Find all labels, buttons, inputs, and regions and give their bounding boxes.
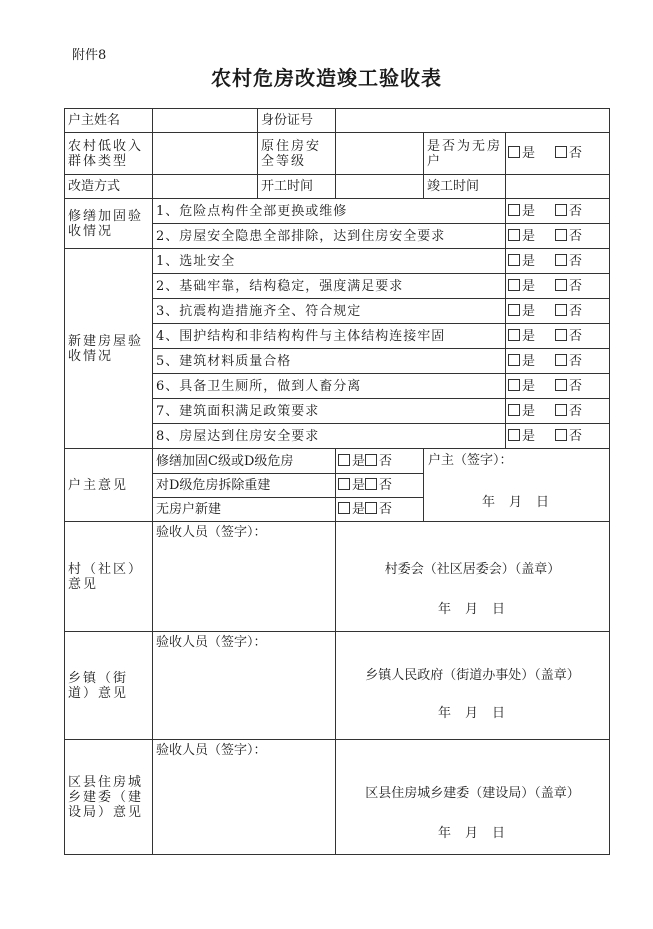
checkbox[interactable] xyxy=(508,204,520,216)
repair-item-choice: 是 否 xyxy=(506,199,610,224)
attachment-label: 附件8 xyxy=(72,48,107,63)
newbuild-item-choice: 是 否 xyxy=(506,399,610,424)
village-stamp-label: 村委会（社区居委会）（盖章） xyxy=(384,562,561,577)
checkbox[interactable] xyxy=(555,379,567,391)
owner-signature-label: 户主（签字）： xyxy=(428,453,513,468)
checkbox[interactable] xyxy=(508,229,520,241)
newbuild-item: 7、建筑面积满足政策要求 xyxy=(153,399,506,424)
village-date: 年 月 日 xyxy=(437,602,508,617)
checkbox[interactable] xyxy=(508,329,520,341)
checkbox[interactable] xyxy=(555,254,567,266)
checkbox[interactable] xyxy=(555,146,567,158)
newbuild-item-choice: 是 否 xyxy=(506,374,610,399)
checkbox[interactable] xyxy=(365,502,377,514)
id-number-field[interactable] xyxy=(336,109,610,133)
checkbox[interactable] xyxy=(365,454,377,466)
newbuild-item: 1、选址安全 xyxy=(153,249,506,274)
township-opinion-label: 乡镇（街道）意见 xyxy=(65,632,153,740)
township-stamp-cell[interactable] xyxy=(336,632,610,740)
owner-date: 年 月 日 xyxy=(481,495,552,510)
township-date: 年 月 日 xyxy=(437,706,508,721)
district-stamp-label: 区县住房城乡建委（建设局）（盖章） xyxy=(365,786,580,801)
checkbox[interactable] xyxy=(555,429,567,441)
newbuild-item: 8、房屋达到住房安全要求 xyxy=(153,424,506,449)
checkbox[interactable] xyxy=(508,146,520,158)
low-income-type-label: 农村低收入群体类型 xyxy=(65,133,153,175)
repair-section-label: 修缮加固验收情况 xyxy=(65,199,153,249)
checkbox[interactable] xyxy=(508,404,520,416)
owner-option-choice: 是 否 xyxy=(336,498,424,522)
newbuild-item-choice: 是 否 xyxy=(506,349,610,374)
owner-signature-cell[interactable] xyxy=(424,449,610,522)
owner-option: 修缮加固C级或D级危房 xyxy=(153,449,336,474)
checkbox[interactable] xyxy=(508,254,520,266)
checkbox[interactable] xyxy=(508,279,520,291)
repair-item: 2、房屋安全隐患全部排除，达到住房安全要求 xyxy=(153,224,506,249)
checkbox[interactable] xyxy=(555,304,567,316)
method-field[interactable] xyxy=(153,175,258,199)
checkbox[interactable] xyxy=(338,502,350,514)
checkbox[interactable] xyxy=(338,454,350,466)
no-house-label: 是否为无房户 xyxy=(424,133,506,175)
newbuild-item-choice: 是 否 xyxy=(506,424,610,449)
district-opinion-label: 区县住房城乡建委（建设局）意见 xyxy=(65,740,153,855)
owner-option: 对D级危房拆除重建 xyxy=(153,474,336,498)
end-time-field[interactable] xyxy=(506,175,610,199)
newbuild-item: 5、建筑材料质量合格 xyxy=(153,349,506,374)
district-stamp-cell[interactable] xyxy=(336,740,610,855)
checkbox[interactable] xyxy=(555,329,567,341)
owner-name-field[interactable] xyxy=(153,109,258,133)
owner-option-choice: 是 否 xyxy=(336,474,424,498)
original-grade-field[interactable] xyxy=(336,133,424,175)
owner-opinion-label: 户主意见 xyxy=(65,449,153,522)
owner-option: 无房户新建 xyxy=(153,498,336,522)
checkbox[interactable] xyxy=(508,354,520,366)
acceptance-form-table xyxy=(64,108,610,855)
village-stamp-cell[interactable] xyxy=(336,522,610,632)
id-number-label: 身份证号 xyxy=(258,109,336,133)
township-signer-cell[interactable] xyxy=(153,632,336,740)
village-signer-cell[interactable] xyxy=(153,522,336,632)
checkbox[interactable] xyxy=(508,429,520,441)
newbuild-item: 4、围护结构和非结构构件与主体结构连接牢固 xyxy=(153,324,506,349)
start-time-label: 开工时间 xyxy=(258,175,336,199)
newbuild-item-choice: 是 否 xyxy=(506,274,610,299)
checkbox[interactable] xyxy=(555,229,567,241)
township-signer-label: 验收人员（签字）： xyxy=(156,635,267,650)
start-time-field[interactable] xyxy=(336,175,424,199)
district-signer-cell[interactable] xyxy=(153,740,336,855)
township-stamp-label: 乡镇人民政府（街道办事处）（盖章） xyxy=(365,668,580,683)
district-signer-label: 验收人员（签字）： xyxy=(156,743,267,758)
checkbox[interactable] xyxy=(555,404,567,416)
checkbox[interactable] xyxy=(555,279,567,291)
end-time-label: 竣工时间 xyxy=(424,175,506,199)
checkbox[interactable] xyxy=(508,304,520,316)
method-label: 改造方式 xyxy=(65,175,153,199)
checkbox[interactable] xyxy=(508,379,520,391)
newbuild-item-choice: 是 否 xyxy=(506,249,610,274)
form-title: 农村危房改造竣工验收表 xyxy=(211,66,442,90)
owner-option-choice: 是 否 xyxy=(336,449,424,474)
village-signer-label: 验收人员（签字）： xyxy=(156,525,267,540)
checkbox[interactable] xyxy=(555,204,567,216)
owner-name-label: 户主姓名 xyxy=(65,109,153,133)
checkbox[interactable] xyxy=(365,478,377,490)
low-income-type-field[interactable] xyxy=(153,133,258,175)
checkbox[interactable] xyxy=(555,354,567,366)
newbuild-item: 2、基础牢靠，结构稳定，强度满足要求 xyxy=(153,274,506,299)
checkbox[interactable] xyxy=(338,478,350,490)
village-opinion-label: 村（社区）意见 xyxy=(65,522,153,632)
district-date: 年 月 日 xyxy=(437,826,508,841)
newbuild-section-label: 新建房屋验收情况 xyxy=(65,249,153,449)
no-house-choice: 是 否 xyxy=(506,133,610,175)
newbuild-item-choice: 是 否 xyxy=(506,299,610,324)
newbuild-item: 6、具备卫生厕所，做到人畜分离 xyxy=(153,374,506,399)
repair-item-choice: 是 否 xyxy=(506,224,610,249)
original-grade-label: 原住房安全等级 xyxy=(258,133,336,175)
newbuild-item-choice: 是 否 xyxy=(506,324,610,349)
repair-item: 1、危险点构件全部更换或维修 xyxy=(153,199,506,224)
newbuild-item: 3、抗震构造措施齐全、符合规定 xyxy=(153,299,506,324)
